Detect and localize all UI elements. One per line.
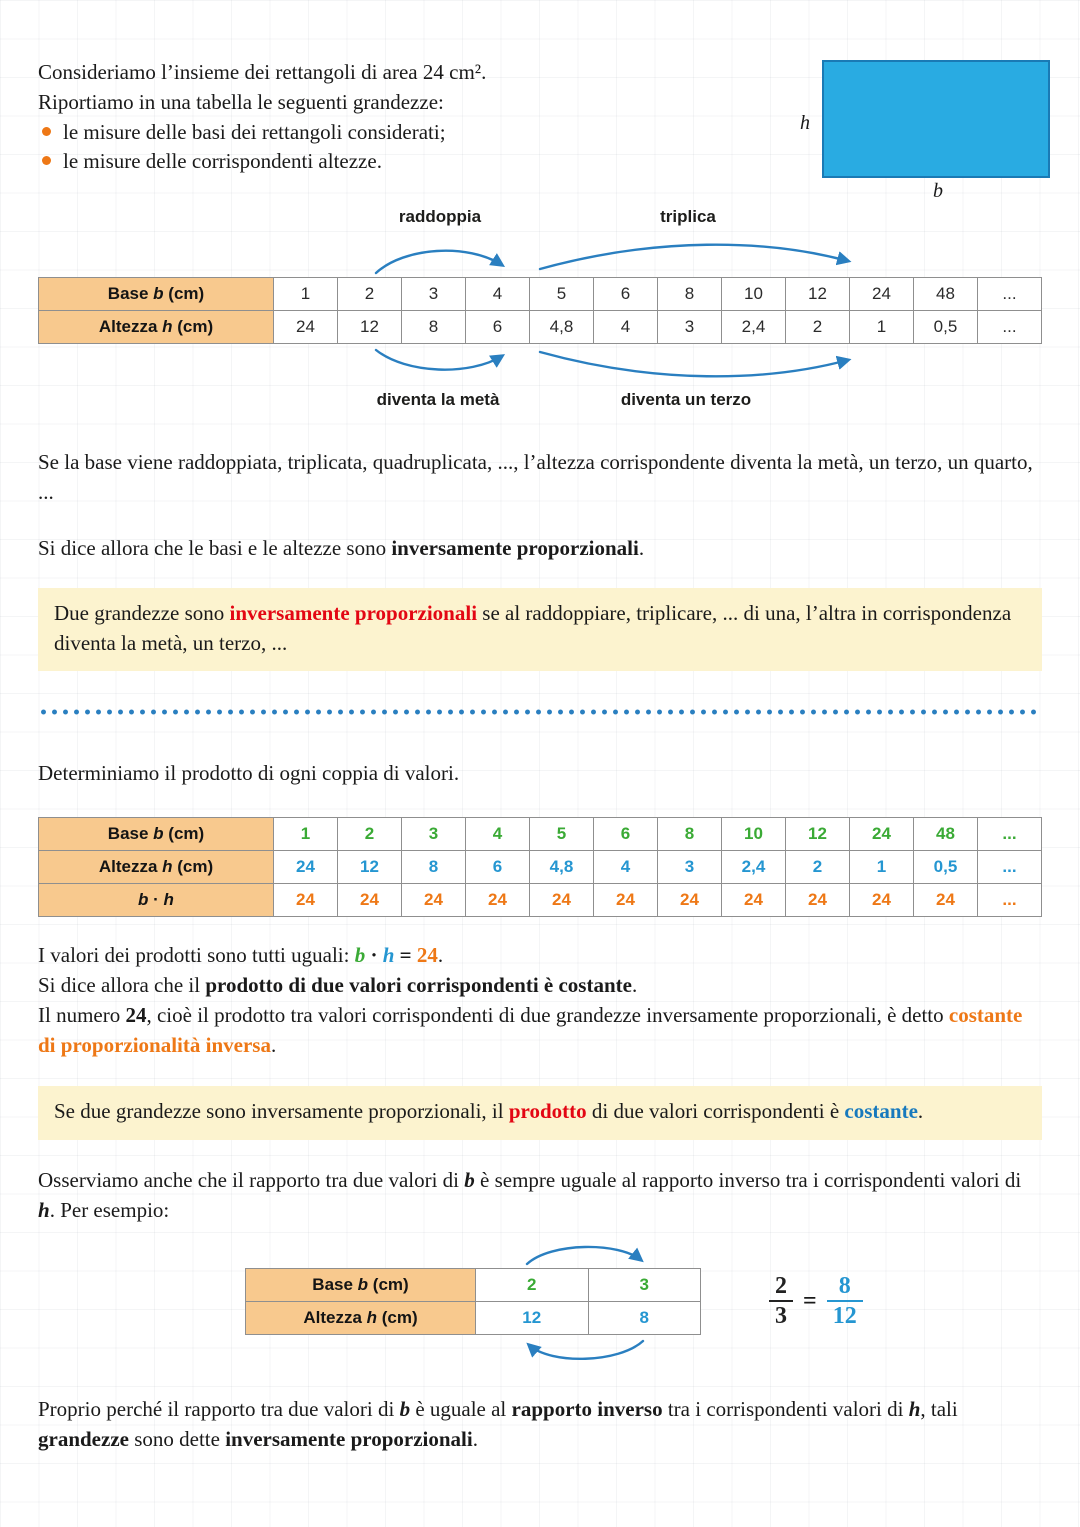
row-header: Altezza h (cm) xyxy=(39,851,274,884)
denominator: 12 xyxy=(832,1303,857,1330)
curved-arrow-left xyxy=(245,1335,701,1369)
row-header: Base b (cm) xyxy=(39,278,274,311)
value-cell: ... xyxy=(978,278,1042,311)
text-segment: Consideriamo l’insieme dei rettangoli di area 24 cm². xyxy=(38,60,487,84)
row-header: Base b (cm) xyxy=(39,818,274,851)
value-cell: 24 xyxy=(722,884,786,917)
number-24: 24 xyxy=(125,1002,147,1027)
table-row xyxy=(39,884,1042,917)
bullet-icon xyxy=(42,127,51,136)
paragraph-si-dice xyxy=(38,534,1042,564)
text-segment: . xyxy=(917,1099,924,1124)
value-cell: 6 xyxy=(466,851,530,884)
denominator: 3 xyxy=(775,1303,787,1330)
numerator: 8 xyxy=(827,1273,863,1302)
text-segment: . Per esempio: xyxy=(49,1198,170,1222)
text-segment: . xyxy=(270,1032,277,1057)
value-cell: 4 xyxy=(466,818,530,851)
table-esempio xyxy=(245,1268,701,1335)
text-segment: Si dice allora che le basi e le altezze sono xyxy=(38,535,392,560)
fraction-b xyxy=(769,1273,793,1330)
value-cell: 3 xyxy=(658,311,722,344)
value-cell: 4,8 xyxy=(530,311,594,344)
text-segment: è uguale al xyxy=(410,1396,512,1421)
intro-block xyxy=(38,58,778,177)
text-bold: grandezze xyxy=(38,1426,129,1451)
value-cell: 0,5 xyxy=(914,851,978,884)
text-segment: . xyxy=(472,1426,478,1451)
intro-paragraph xyxy=(38,58,778,118)
text-segment: Il numero xyxy=(38,1002,126,1027)
text-bold-red: prodotto xyxy=(508,1099,587,1124)
text-segment: di due valori corrispondenti è xyxy=(586,1099,845,1124)
table-prodotto xyxy=(38,817,1042,917)
equals-sign: = xyxy=(394,943,417,968)
value-cell: ... xyxy=(978,851,1042,884)
text-segment: Se due grandezze sono inversamente proporzionali, il xyxy=(54,1099,509,1124)
numerator: 2 xyxy=(769,1273,793,1302)
text-segment: sono dette xyxy=(128,1426,226,1451)
text-segment: Determiniamo il prodotto di ogni coppia di valori. xyxy=(38,761,460,786)
text-segment: le misure delle corrispondenti altezze. xyxy=(63,149,382,174)
row-header: Base b (cm) xyxy=(246,1268,476,1301)
row-header: b · h xyxy=(39,884,274,917)
value-cell: 1 xyxy=(274,818,338,851)
text-segment: I valori dei prodotti sono tutti uguali: xyxy=(38,943,355,968)
height-label: h xyxy=(800,112,810,134)
value-cell: 24 xyxy=(274,884,338,917)
value-cell: 12 xyxy=(786,278,850,311)
paragraph-costante-inversa xyxy=(38,1001,1042,1061)
text-segment: tra i corrispondenti valori di xyxy=(662,1396,909,1421)
text-segment: Se la base viene raddoppiata, triplicata, quadruplicata, ..., l’altezza corrispondente diventa la metà, un terzo, un quarto, ... xyxy=(38,450,1033,505)
value-cell: 24 xyxy=(786,884,850,917)
example-block xyxy=(38,1234,1042,1369)
value-cell: 10 xyxy=(722,818,786,851)
value-cell: 3 xyxy=(402,818,466,851)
proportion-equation xyxy=(769,1273,863,1330)
paragraph-osserviamo xyxy=(38,1166,1042,1226)
value-cell: 4 xyxy=(594,851,658,884)
value-cell: 2,4 xyxy=(722,311,786,344)
arrow-label-triplica: triplica xyxy=(660,207,716,227)
table-row xyxy=(39,851,1042,884)
paragraph-raddoppiata xyxy=(38,448,1042,508)
value-cell: 8 xyxy=(588,1301,701,1334)
value-cell: 2 xyxy=(786,851,850,884)
value-cell: 8 xyxy=(658,818,722,851)
text-bold-orange: costante di proporzionalità inversa xyxy=(38,1002,1023,1057)
value-cell: 4,8 xyxy=(530,851,594,884)
curved-arrows-bottom xyxy=(38,344,1042,388)
value-cell: 24 xyxy=(274,311,338,344)
rectangle-shape xyxy=(822,60,1050,178)
bullet-item xyxy=(38,118,778,148)
value-cell: ... xyxy=(978,311,1042,344)
arrow-label-meta: diventa la metà xyxy=(376,390,500,410)
text-bold: inversamente proporzionali xyxy=(225,1426,473,1451)
bullet-item xyxy=(38,147,778,177)
value-cell: 8 xyxy=(402,851,466,884)
text-segment: Due grandezze sono xyxy=(54,600,230,625)
value-cell: ... xyxy=(978,884,1042,917)
table-row xyxy=(39,818,1042,851)
value-cell: 48 xyxy=(914,278,978,311)
value-cell: 24 xyxy=(466,884,530,917)
value-cell: 12 xyxy=(786,818,850,851)
text-bold-blue: costante xyxy=(844,1099,918,1124)
table-row xyxy=(39,311,1042,344)
value-cell: 1 xyxy=(850,851,914,884)
value-cell: 12 xyxy=(338,311,402,344)
base-label: b xyxy=(933,180,943,202)
text-segment: , cioè il prodotto tra valori corrispondenti di due grandezze inversamente proporzionali, è detto xyxy=(146,1002,949,1027)
text-segment: Riportiamo in una tabella le seguenti grandezze: xyxy=(38,89,444,114)
curved-arrows-top xyxy=(38,233,1042,277)
value-cell: 12 xyxy=(338,851,402,884)
table1-bottom-arrows xyxy=(38,344,1042,418)
value-cell: 10 xyxy=(722,278,786,311)
text-segment: . xyxy=(638,535,645,560)
table-row xyxy=(246,1301,701,1334)
table1-block xyxy=(38,207,1042,418)
value-cell: 2 xyxy=(476,1268,589,1301)
dotted-divider xyxy=(38,709,1042,715)
value-cell: 2 xyxy=(786,311,850,344)
table-row xyxy=(246,1268,701,1301)
value-cell: 12 xyxy=(476,1301,589,1334)
value-cell: 6 xyxy=(594,818,658,851)
value-cell: 24 xyxy=(594,884,658,917)
value-cell: 2 xyxy=(338,278,402,311)
value-cell: 24 xyxy=(658,884,722,917)
value-cell: 5 xyxy=(530,818,594,851)
value-cell: 0,5 xyxy=(914,311,978,344)
value-cell: 5 xyxy=(530,278,594,311)
text-segment: . xyxy=(437,943,444,968)
var-b: b xyxy=(354,943,366,968)
value-cell: 24 xyxy=(274,851,338,884)
value-cell: 3 xyxy=(402,278,466,311)
value-cell: 24 xyxy=(338,884,402,917)
constant-value: 24 xyxy=(416,943,438,968)
prodotti-block xyxy=(38,941,1042,1060)
value-cell: 4 xyxy=(594,311,658,344)
value-cell: 24 xyxy=(914,884,978,917)
row-header: Altezza h (cm) xyxy=(246,1301,476,1334)
value-cell: ... xyxy=(978,818,1042,851)
text-segment: le misure delle basi dei rettangoli considerati; xyxy=(63,119,446,144)
rectangle-figure xyxy=(798,60,1054,203)
value-cell: 4 xyxy=(466,278,530,311)
value-cell: 48 xyxy=(914,818,978,851)
value-cell: 8 xyxy=(658,278,722,311)
row-header: Altezza h (cm) xyxy=(39,311,274,344)
table-row xyxy=(39,278,1042,311)
text-bold: prodotto di due valori corrispondenti è costante xyxy=(205,972,632,997)
text-bold: rapporto inverso xyxy=(511,1396,663,1421)
text-segment: Osserviamo anche che il rapporto tra due valori di xyxy=(38,1168,465,1193)
equals-sign: = xyxy=(803,1287,817,1314)
value-cell: 24 xyxy=(850,278,914,311)
bullet-icon xyxy=(42,156,51,165)
value-cell: 24 xyxy=(530,884,594,917)
text-segment: Si dice allora che il xyxy=(38,972,206,997)
text-segment: se al raddoppiare, triplicare, ... di una, l’altra in corrispondenza diventa la metà, un terzo, ... xyxy=(54,600,1012,655)
value-cell: 24 xyxy=(850,884,914,917)
var-b: b xyxy=(464,1168,475,1193)
var-h: h xyxy=(908,1396,921,1421)
value-cell: 6 xyxy=(466,311,530,344)
table3-block xyxy=(245,1234,701,1369)
text-segment: Proprio perché il rapporto tra due valori di xyxy=(38,1396,400,1421)
value-cell: 6 xyxy=(594,278,658,311)
text-bold: inversamente proporzionali xyxy=(391,535,639,560)
value-cell: 1 xyxy=(850,311,914,344)
arrow-label-raddoppia: raddoppia xyxy=(398,207,482,227)
var-b: b xyxy=(399,1396,411,1421)
paragraph-prodotti-uguali xyxy=(38,941,1042,971)
paragraph-determiniamo xyxy=(38,759,1042,789)
var-h: h xyxy=(382,943,395,968)
value-cell: 3 xyxy=(658,851,722,884)
curved-arrow-right xyxy=(245,1234,701,1268)
value-cell: 1 xyxy=(274,278,338,311)
text-bold-red: inversamente proporzionali xyxy=(229,600,478,625)
value-cell: 24 xyxy=(850,818,914,851)
fraction-h xyxy=(827,1273,863,1330)
value-cell: 3 xyxy=(588,1268,701,1301)
dot-operator: · xyxy=(365,943,383,968)
arrow-label-terzo: diventa un terzo xyxy=(620,390,752,410)
value-cell: 2 xyxy=(338,818,402,851)
table1-top-arrows xyxy=(38,207,1042,277)
text-segment: . xyxy=(631,972,638,997)
var-h: h xyxy=(38,1198,50,1222)
value-cell: 24 xyxy=(402,884,466,917)
definition-box-2 xyxy=(38,1086,1042,1140)
definition-box-1 xyxy=(38,588,1042,672)
paragraph-conclusione xyxy=(38,1395,1042,1455)
table-base-altezza xyxy=(38,277,1042,344)
paragraph-prodotto-costante xyxy=(38,971,1042,1001)
value-cell: 2,4 xyxy=(722,851,786,884)
text-segment: è sempre uguale al rapporto inverso tra i corrispondenti valori di xyxy=(474,1168,1022,1193)
value-cell: 8 xyxy=(402,311,466,344)
text-segment: , tali xyxy=(920,1396,958,1421)
